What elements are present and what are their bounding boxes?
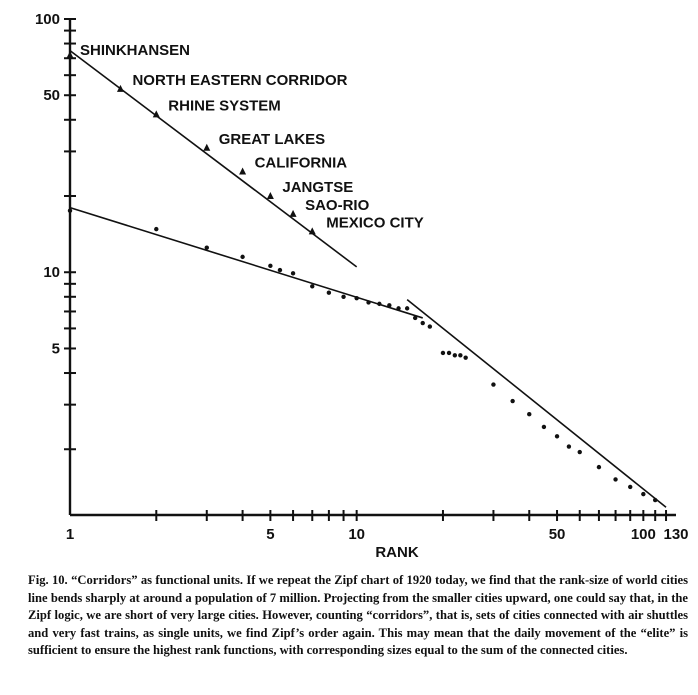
- corridor-label: JANGTSE: [282, 179, 354, 197]
- ticks: [35, 11, 689, 543]
- city-point: [341, 295, 345, 299]
- city-point: [613, 477, 617, 481]
- data-marks: [67, 51, 658, 502]
- city-point: [447, 351, 451, 355]
- corridor-point: [239, 167, 246, 174]
- city-point: [510, 399, 514, 403]
- x-tick-label: 130: [663, 526, 689, 543]
- corridor-label: SHINKHANSEN: [80, 42, 191, 60]
- city-point: [396, 306, 400, 310]
- city-point: [268, 264, 272, 268]
- caption-text: “Corridors” as functional units. If we repeat the Zipf chart of 1920 today, we find that the rank-size of world cities line bends sharply at around a population of 7 million. Projecting from the smaller cities upward, one could say that, in the Zipf logic, we are short of very large cities. However, counting “corridors”, that is, sets of cities connected with air shuttles and very fast trains, as single units, we find Zipf’s order again. This may mean that the daily movement of the “elite” is sufficient to ensure the highest rank functions, with corresponding sizes equal to the sum of the connected cities.: [28, 573, 689, 657]
- city-point: [205, 245, 209, 249]
- city-point: [641, 492, 645, 496]
- corridor-label: GREAT LAKES: [218, 130, 326, 148]
- city-point: [278, 268, 282, 272]
- x-tick-label: 1: [65, 526, 75, 543]
- city-point: [441, 351, 445, 355]
- y-tick-label: 5: [51, 340, 60, 358]
- corridor-label: SAO-RIO: [305, 196, 370, 214]
- x-axis-title: RANK: [375, 544, 419, 560]
- city-point: [453, 353, 457, 357]
- city-point: [405, 306, 409, 310]
- corridor-label: MEXICO CITY: [326, 214, 424, 232]
- city-point: [542, 425, 546, 429]
- figure-label: Fig. 10.: [28, 573, 68, 587]
- x-tick-label: 50: [548, 526, 566, 543]
- city-point: [327, 291, 331, 295]
- city-point: [628, 485, 632, 489]
- city-point: [413, 316, 417, 320]
- labels: [80, 42, 424, 231]
- city-point: [555, 434, 559, 438]
- y-tick-label: 100: [34, 11, 60, 28]
- city-point: [463, 355, 467, 359]
- city-point: [428, 324, 432, 328]
- city-point: [377, 302, 381, 306]
- corridor-point: [267, 192, 274, 199]
- figure-caption: [28, 572, 688, 660]
- y-tick-label: 10: [43, 264, 60, 282]
- city-point: [291, 271, 295, 275]
- corridor-point: [290, 210, 297, 217]
- y-tick-label: 50: [43, 87, 60, 105]
- city-point: [421, 321, 425, 325]
- city-point: [387, 303, 391, 307]
- trend-lines: [70, 51, 666, 508]
- city-point: [310, 284, 314, 288]
- city-point: [597, 465, 601, 469]
- city-point: [354, 296, 358, 300]
- x-tick-label: 5: [266, 526, 275, 543]
- city-point: [567, 444, 571, 448]
- corridor-point: [203, 144, 210, 151]
- corridor-label: RHINE SYSTEM: [168, 97, 281, 115]
- city-point: [458, 353, 462, 357]
- city-point: [154, 227, 158, 231]
- city-point: [240, 255, 244, 259]
- x-tick-label: 10: [348, 526, 366, 543]
- corridor-label: CALIFORNIA: [254, 154, 348, 172]
- corridor-label: NORTH EASTERN CORRIDOR: [132, 71, 348, 89]
- city-point: [366, 300, 370, 304]
- axes: [70, 19, 676, 515]
- city-point: [653, 498, 657, 502]
- x-tick-label: 100: [630, 526, 656, 543]
- city-point: [491, 382, 495, 386]
- city-trend-line: [407, 300, 666, 508]
- city-point: [578, 450, 582, 454]
- city-point: [527, 412, 531, 416]
- city-point: [68, 208, 72, 212]
